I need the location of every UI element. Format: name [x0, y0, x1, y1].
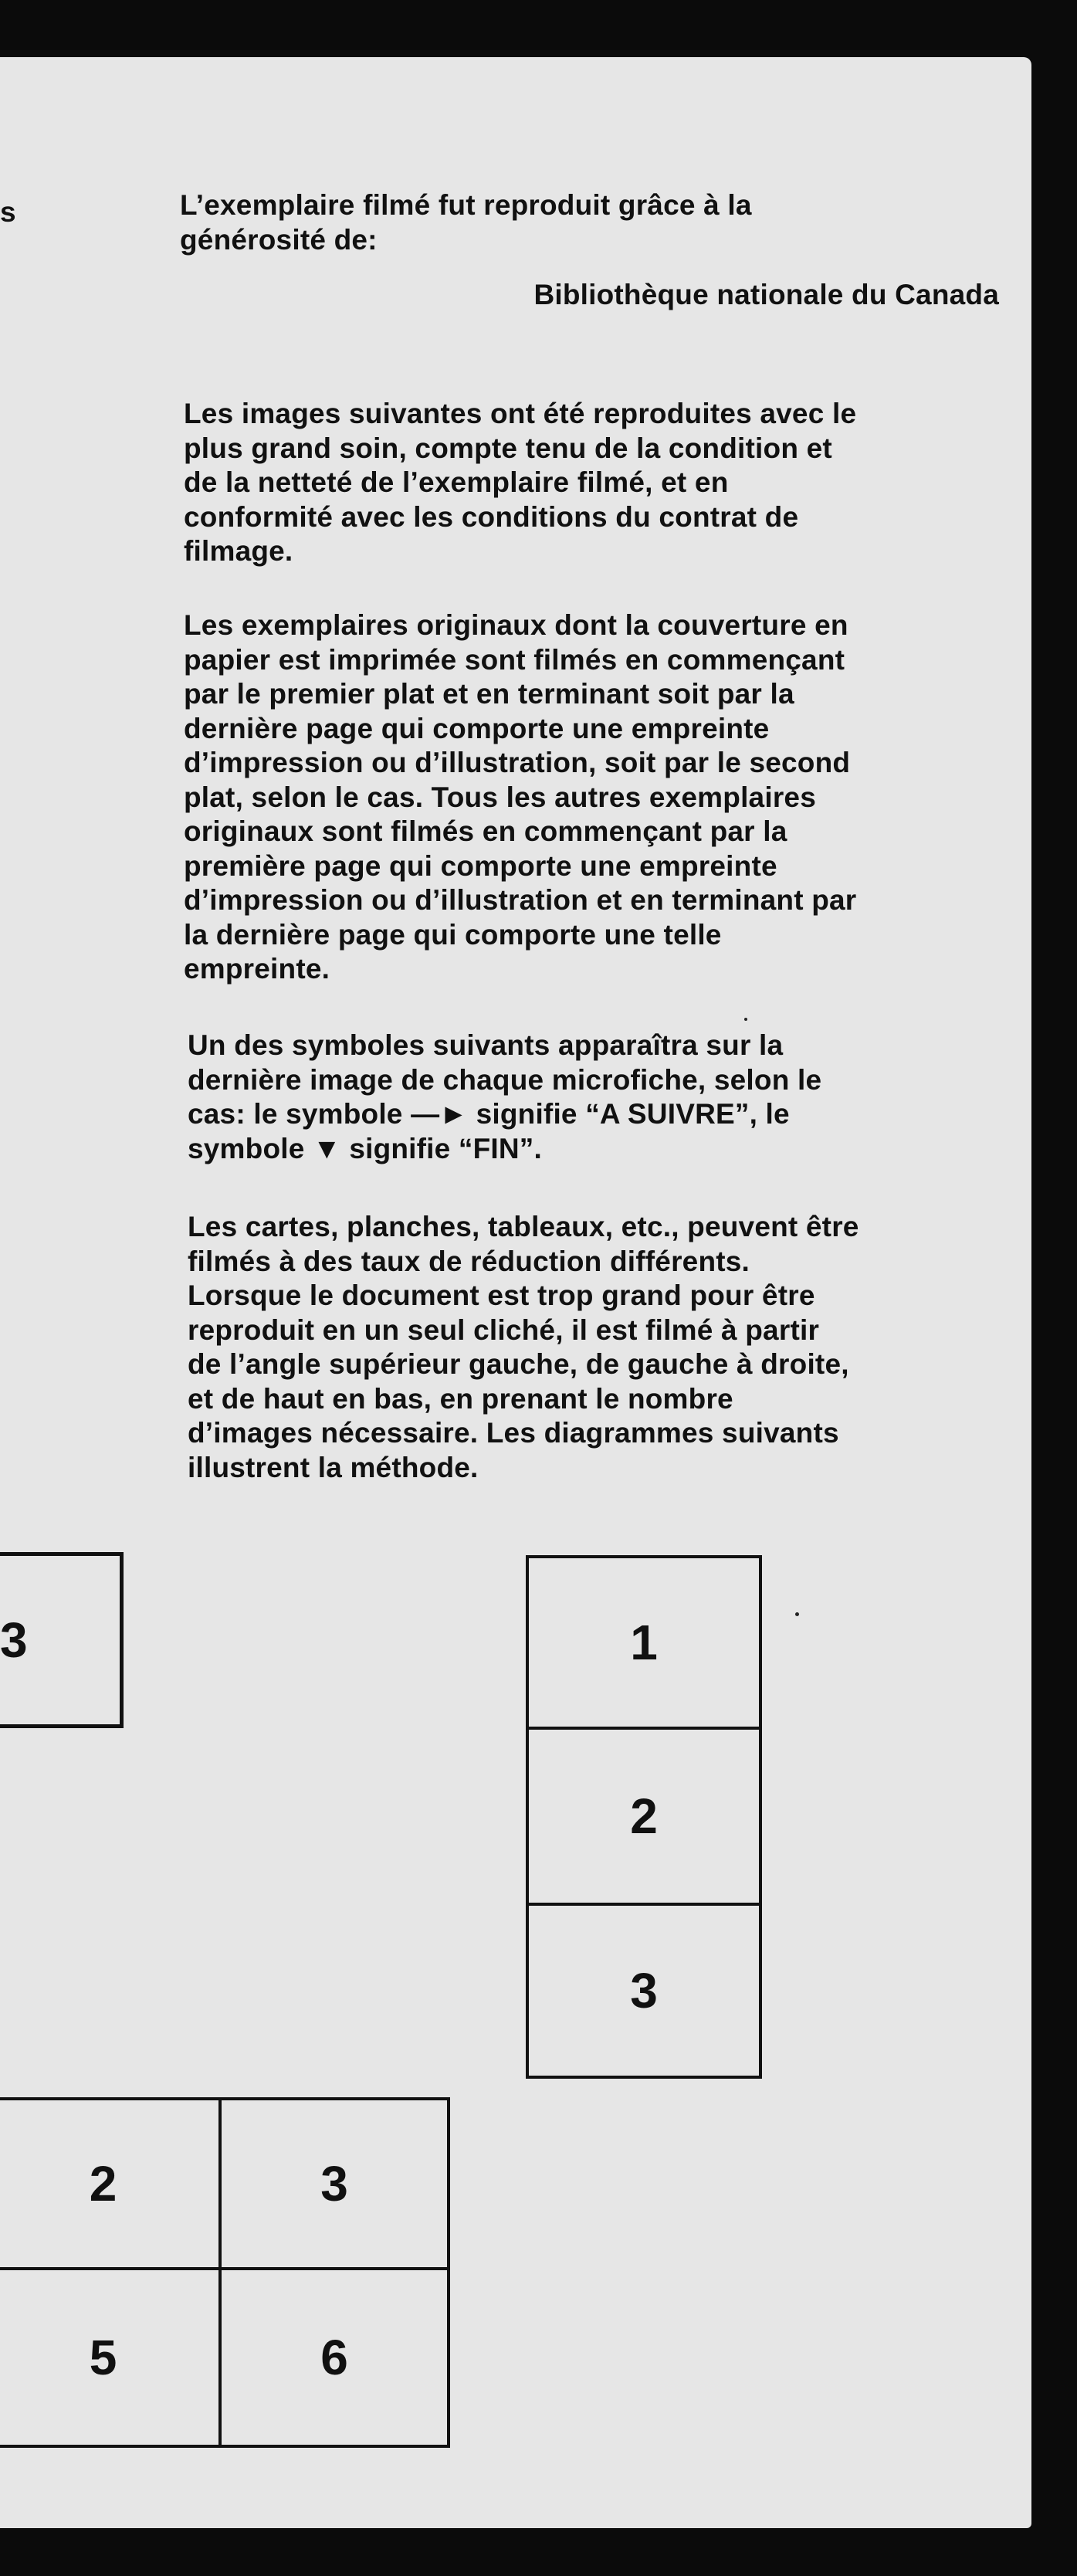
- paragraph-line: Les exemplaires originaux dont la couverture en: [184, 609, 848, 641]
- paragraph-line: première page qui comporte une empreinte: [184, 849, 777, 882]
- paragraph-line: illustrent la méthode.: [188, 1451, 479, 1483]
- paragraph-line: d’images nécessaire. Les diagrammes suivants: [188, 1417, 839, 1449]
- diagram-cell: [218, 2267, 450, 2448]
- paragraph-line: et de haut en bas, en prenant le nombre: [188, 1382, 733, 1415]
- paragraph-line: plat, selon le cas. Tous les autres exemplaires: [184, 781, 816, 813]
- diagram-cell: [526, 1555, 762, 1730]
- paragraph-originals: [184, 608, 856, 987]
- diagram-cell: [526, 1727, 762, 1906]
- arrow-right-icon: —►: [411, 1098, 469, 1130]
- paragraph-line: de l’angle supérieur gauche, de gauche à droite,: [188, 1348, 849, 1380]
- paragraph-line: filmés à des taux de réduction différents.: [188, 1245, 750, 1277]
- speck: [744, 1018, 747, 1021]
- diagram-cell-number: 3: [630, 1963, 658, 2018]
- paragraph-line: reproduit en un seul cliché, il est filmé à partir: [188, 1313, 820, 1346]
- diagram-cell-number: 2: [89, 2156, 117, 2212]
- paragraph-filming-quality: [184, 397, 856, 569]
- paragraph-fragment: signifie “FIN”.: [349, 1132, 542, 1164]
- paragraph-line: Lorsque le document est trop grand pour être: [188, 1280, 815, 1311]
- triangle-down-icon: ▼: [313, 1132, 341, 1164]
- paragraph-line: originaux sont filmés en commençant par la: [184, 815, 787, 847]
- paragraph-line: empreinte.: [184, 953, 330, 985]
- speck: [795, 1612, 799, 1616]
- diagram-cell: [526, 1903, 762, 2079]
- paragraph-symbols: [188, 1029, 821, 1166]
- paragraph-line: plus grand soin, compte tenu de la condition et: [184, 432, 832, 464]
- diagram-cell: [0, 2097, 222, 2270]
- paragraph-line: filmage.: [184, 535, 293, 567]
- diagram-cell: [0, 2267, 222, 2448]
- diagram-cell: [218, 2097, 450, 2270]
- intro-line: L’exemplaire filmé fut reproduit grâce à la: [180, 189, 752, 221]
- paragraph-maps: [188, 1210, 859, 1485]
- diagram-cell-number: 3: [320, 2156, 348, 2212]
- diagram-cell-number: 6: [320, 2330, 348, 2385]
- paragraph-fragment: symbole: [188, 1132, 305, 1164]
- paragraph-line: conformité avec les conditions du contrat de: [184, 500, 799, 533]
- paragraph-line: par le premier plat et en terminant soit par la: [184, 678, 794, 710]
- document-page: [0, 57, 1031, 2528]
- intro-paragraph: [180, 188, 752, 257]
- diagram-cell-number: 3: [0, 1612, 28, 1668]
- paragraph-line: [188, 1097, 821, 1132]
- paragraph-line: d’impression ou d’illustration, soit par le second: [184, 747, 851, 778]
- paragraph-fragment: signifie “A SUIVRE”, le: [476, 1098, 790, 1130]
- paragraph-line: Les cartes, planches, tableaux, etc., peuvent être: [188, 1211, 859, 1242]
- diagram-cell-number: 5: [89, 2330, 117, 2385]
- paragraph-line: de la netteté de l’exemplaire filmé, et en: [184, 466, 729, 498]
- paragraph-line: dernière image de chaque microfiche, selon le: [188, 1063, 822, 1096]
- diagram-cell-number: 2: [630, 1788, 658, 1844]
- paragraph-line: [188, 1132, 821, 1167]
- institution-name: Bibliothèque nationale du Canada: [533, 279, 999, 310]
- paragraph-line: dernière page qui comporte une empreinte: [184, 712, 770, 744]
- paragraph-line: d’impression ou d’illustration et en terminant par: [184, 884, 857, 916]
- margin-mark: s: [0, 196, 16, 228]
- diagram-cell: [0, 1552, 124, 1728]
- intro-line: générosité de:: [180, 223, 378, 256]
- paragraph-fragment: cas: le symbole: [188, 1098, 403, 1130]
- paragraph-line: Un des symboles suivants apparaîtra sur la: [188, 1029, 784, 1061]
- paragraph-line: papier est imprimée sont filmés en commençant: [184, 643, 845, 676]
- diagram-cell-number: 1: [630, 1615, 658, 1670]
- paragraph-line: Les images suivantes ont été reproduites avec le: [184, 398, 857, 429]
- paragraph-line: la dernière page qui comporte une telle: [184, 918, 722, 951]
